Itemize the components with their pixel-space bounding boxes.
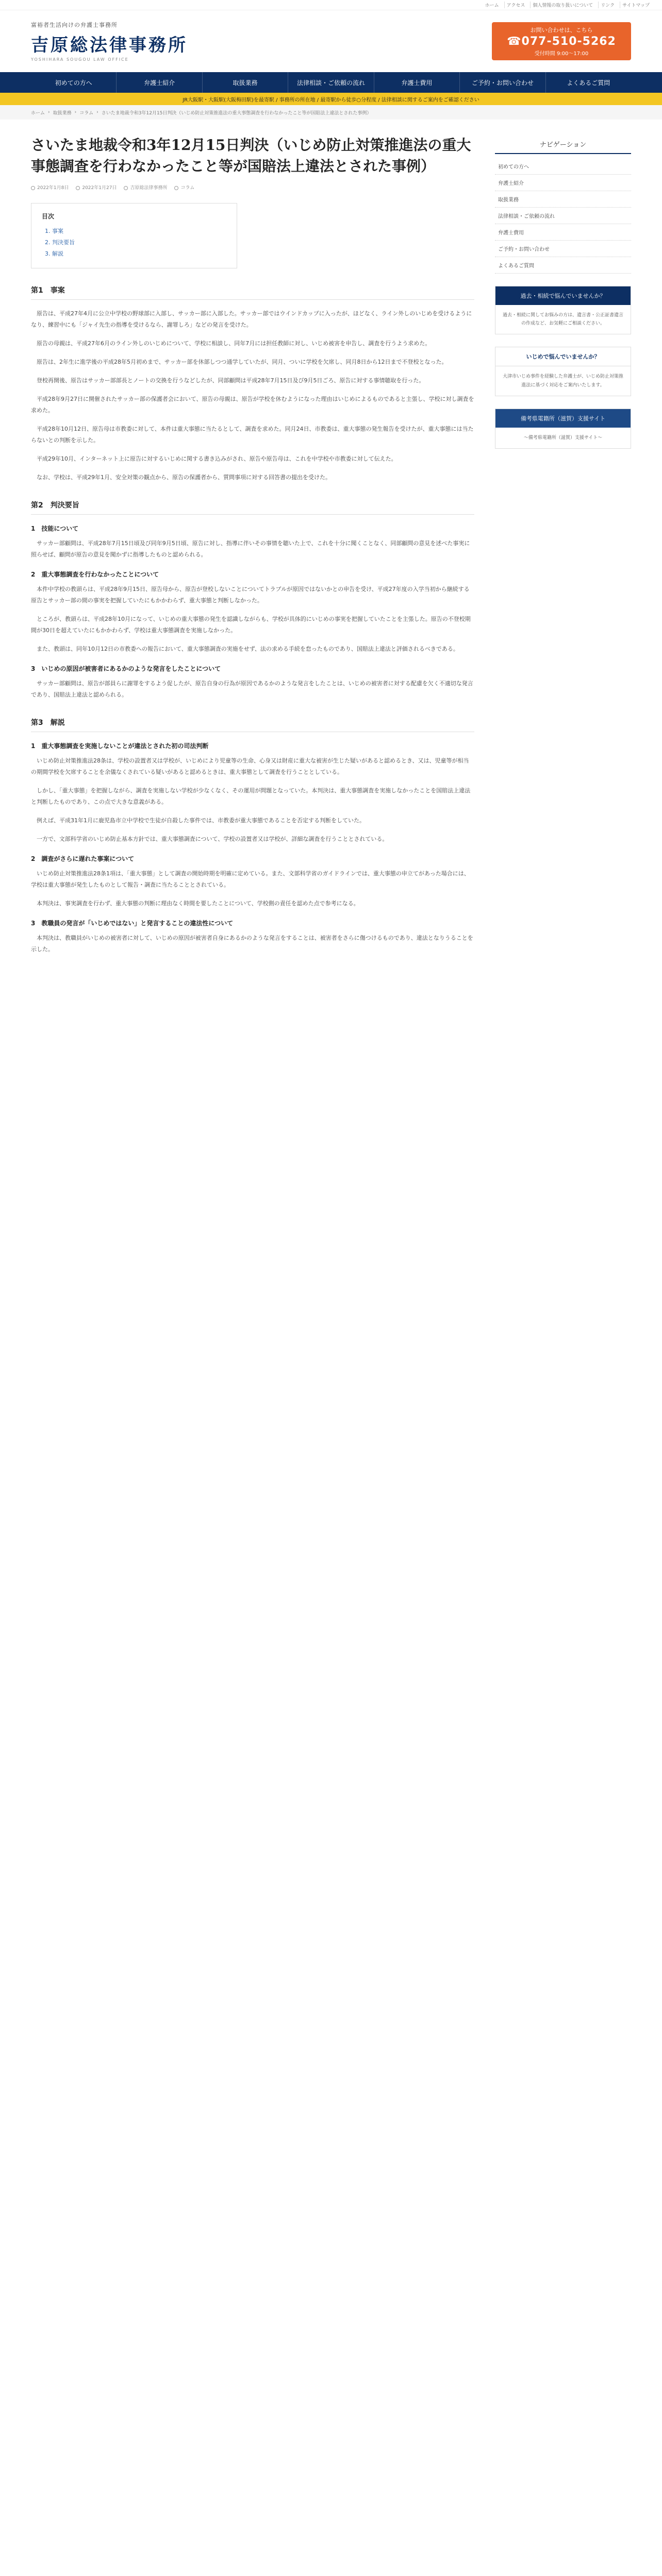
contact-label: お問い合わせは、こちら [530, 27, 593, 33]
toc-title: 目次 [42, 213, 55, 221]
sidebar-nav-title: ナビゲーション [495, 135, 631, 154]
nav-item-first-visit[interactable]: 初めての方へ [55, 79, 92, 87]
sidebar-item-lawyers[interactable]: 弁護士紹介 [495, 175, 631, 191]
section-heading: 第3 解説 [31, 717, 474, 732]
card-body: 大津市いじめ事件を経験した弁護士が、いじめ防止対策推進法に基づく対応をご案内いたします。 [502, 374, 623, 388]
paragraph: なお、学校は、平成29年1月、安全対策の観点から、原告の保護者から、質問事項に対する回答書の提出を受けた。 [37, 474, 331, 481]
article-title: さいたま地裁令和3年12月15日判決（いじめ防止対策推進法の重大事態調査を行わなかったこと等が国賠法上違法とされた事例） [31, 137, 471, 175]
breadcrumb-home[interactable]: ホーム [31, 110, 45, 116]
post-date: 2022年1月8日 [37, 185, 69, 191]
breadcrumb-services[interactable]: 取扱業務 [53, 110, 72, 116]
subsection-heading: 2 重大事態調査を行わなかったことについて [31, 571, 159, 579]
nav-item-fees[interactable]: 弁護士費用 [374, 72, 459, 93]
brand-subtitle: 富裕者生活向けの弁護士事務所 [31, 22, 118, 28]
subsection-heading: 3 いじめの原因が被害者にあるかのような発言をしたことについて [31, 665, 221, 673]
paragraph: いじめ防止対策推進法28条1項は、「重大事態」として調査の開始時期を明確に定めている。また、文部科学省のガイドラインでは、重大事態の申立てがあった場合には、学校は重大事態が発生したものとして報告・調査に当たることとされている。 [31, 870, 470, 889]
sidebar-item-fees[interactable]: 弁護士費用 [495, 224, 631, 241]
card-body: 過去・相続に関してお悩みの方は、遺言書・公正証書遺言の作成など、お気軽にご相談ください。 [502, 313, 623, 327]
brand-english: YOSHIHARA SOUGOU LAW OFFICE [31, 57, 129, 62]
global-nav [0, 72, 662, 93]
article-meta [31, 184, 474, 191]
paragraph: しかし、「重大事態」を把握しながら、調査を実施しない学校が少なくなく、その運用が問題となっていた。本判決は、重大事態調査を実施しなかったことを国賠法上違法と判断したものであり、この点で大きな意義がある。 [31, 787, 471, 806]
paragraph: 本件中学校の教頭らは、平成28年9月15日、原告母から、原告が登校しないことについてトラブルが原因ではないかとの申告を受け、平成27年度の入学当初から継続する原告とサッカー部の間の事実を把握していたにもかかわらず、重大事態と判断しなかった。 [31, 586, 470, 604]
subsection-heading: 2 調査がさらに遅れた事案について [31, 855, 135, 863]
sidebar-card-support[interactable] [495, 409, 631, 449]
updated-date: 2022年1月27日 [82, 185, 117, 191]
paragraph: 登校再開後、原告はサッカー部部長とノートの交換を行うなどしたが、同部顧問は平成28年7月15日及び9月5日ごろ、原告に対する事情聴取を行った。 [37, 377, 425, 384]
card-body: 〜備考県電籍所（滋賀）支援サイト〜 [523, 435, 603, 440]
sidebar-item-contact[interactable]: ご予約・お問い合わせ [495, 241, 631, 257]
paragraph: 原告は、平成27年4月に公立中学校の野球部に入部し、サッカー部に入部した。サッカー部ではウインドカップに入ったが、ほどなく、ライン外しのいじめを受けるようになり、練習中にも「ジャイ先生の指導を受けるなら、謝罪しろ」などの発言を受けた。 [31, 310, 472, 329]
sidebar-item-flow[interactable]: 法律相談・ご依頼の流れ [495, 208, 631, 224]
paragraph: 平成29年10月、インターネット上に原告に対するいじめに関する書き込みがされ、原告や原告母は、これを中学校や市教委に対して伝えた。 [37, 455, 397, 463]
paragraph: 本判決は、教職員がいじめの被害者に対して、いじめの原因が被害者自身にあるかのような発言をすることは、被害者をさらに傷つけるものであり、違法となりうることを示した。 [31, 935, 473, 953]
site-logo[interactable]: 吉原総法律事務所 [31, 35, 188, 56]
sidebar-item-faq[interactable]: よくあるご質問 [495, 257, 631, 274]
util-link-links[interactable]: リンク [598, 2, 617, 8]
nav-item-contact[interactable]: ご予約・お問い合わせ [459, 72, 545, 93]
author[interactable]: 吉原総法律事務所 [130, 185, 168, 191]
clock-icon [31, 186, 35, 190]
util-link-access[interactable]: アクセス [504, 2, 527, 8]
contact-hours: 受付時間 9:00〜17:00 [534, 51, 589, 57]
card-title: 備考県電籍所（滋賀）支援サイト [495, 409, 631, 428]
paragraph: また、教頭は、同年10月12日の市教委への報告において、重大事態調査の実施をせず、法の求める手続を怠ったものであり、国賠法上違法と評価されるべきである。 [37, 646, 459, 653]
folder-icon [174, 186, 178, 190]
nav-item-faq[interactable]: よくあるご質問 [545, 72, 631, 93]
nav-item-services[interactable]: 取扱業務 [202, 72, 288, 93]
toc-item[interactable]: 1. 事案 [52, 226, 226, 237]
paragraph: 例えば、平成31年1月に鹿児島市立中学校で生徒が自殺した事件では、市教委が重大事態であることを否定する判断をしていた。 [37, 817, 365, 824]
article-main [31, 135, 474, 962]
category[interactable]: コラム [180, 185, 195, 191]
section-heading: 第1 事案 [31, 285, 474, 300]
nav-item-flow[interactable]: 法律相談・ご依頼の流れ [288, 72, 373, 93]
sidebar-nav-list [495, 158, 631, 274]
sidebar-item-first-visit[interactable]: 初めての方へ [495, 158, 631, 175]
util-link-sitemap[interactable]: サイトマップ [620, 2, 652, 8]
breadcrumb: ホーム › 取扱業務 › コラム › さいたま地裁令和3年12月15日判決（いじめ防止対策推進法の重大事態調査を行わなかったこと等が国賠法上違法とされた事例） [0, 105, 662, 120]
paragraph: 平成28年10月12日、原告母は市教委に対して、本件は重大事態に当たるとして、調査を求めた。同月24日、市教委は、重大事態の発生報告を受けたが、重大事態には当たらないとの判断を示した。 [31, 426, 474, 444]
util-link-privacy[interactable]: 個人情報の取り扱いについて [530, 2, 595, 8]
paragraph: サッカー部顧問は、平成28年7月15日頃及び同年9月5日頃、原告に対し、指導に伴いその事情を聴いた上で、これを十分に聞くことなく、同部顧問の意見を述べた事実に照らせば、顧問が原告の意見を聞かずに指導したものと認められる。 [31, 540, 470, 558]
toc-item[interactable]: 2. 判決要旨 [52, 237, 226, 248]
breadcrumb-current: さいたま地裁令和3年12月15日判決（いじめ防止対策推進法の重大事態調査を行わなかったこと等が国賠法上違法とされた事例） [101, 110, 372, 116]
site-header [0, 10, 662, 72]
contact-phone[interactable]: ☎077-510-5262 [507, 35, 616, 48]
nav-item-lawyers[interactable]: 弁護士紹介 [116, 72, 202, 93]
paragraph: サッカー部顧問は、原告が部員らに謝罪をするよう促したが、原告自身の行為が原因であるかのような発言をしたことは、いじめの被害者に対する配慮を欠く不適切な発言であり、国賠法上違法と認められる。 [31, 680, 473, 699]
brand[interactable] [31, 21, 188, 62]
card-title: 過去・相続で悩んでいませんか？ [495, 286, 631, 305]
user-icon [124, 186, 128, 190]
paragraph: ところが、教頭らは、平成28年10月になって、いじめの重大事態の発生を認識しながらも、学校が具体的にいじめの事実を把握していたことを主張した。原告の不登校期間が30日を超えていたにもかかわらず、学校は重大事態調査を実施しなかった。 [31, 616, 471, 634]
subsection-heading: 3 教職員の発言が「いじめではない」と発言することの違法性について [31, 920, 234, 927]
subsection-heading: 1 技能について [31, 525, 79, 533]
breadcrumb-column[interactable]: コラム [79, 110, 94, 116]
paragraph: いじめ防止対策推進法28条は、学校の設置者又は学校が、いじめにより児童等の生命、心身又は財産に重大な被害が生じた疑いがあると認めるとき、又は、児童等が相当の期間学校を欠席することを余儀なくされている疑いがあると認めるときは、重大事態として調査を行うこととしている。 [31, 757, 469, 776]
paragraph: 一方で、文部科学省のいじめ防止基本方針では、重大事態調査について、学校の設置者又は学校が、詳細な調査を行うこととされている。 [37, 836, 388, 843]
notice-banner: JR大阪駅・大阪駅(大阪梅田駅)を最寄駅 / 事務所の所在地 / 最寄駅から徒歩○分程度 / 法律相談に関するご案内をご確認ください [0, 93, 662, 105]
refresh-icon [76, 186, 80, 190]
paragraph: 原告の母親は、平成27年6月のライン外しのいじめについて、学校に相談し、同年7月には担任教師に対し、いじめ被害を申告し、調査を行うよう求めた。 [37, 340, 431, 347]
paragraph: 原告は、2年生に進学後の平成28年5月初めまで、サッカー部を休部しつつ通学していたが、同月、ついに学校を欠席し、同月8日から12日まで不登校となった。 [37, 359, 448, 366]
card-title: いじめで悩んでいませんか？ [495, 347, 631, 366]
sidebar [495, 135, 631, 962]
sidebar-card-inheritance[interactable] [495, 286, 631, 334]
sidebar-card-bullying[interactable] [495, 347, 631, 396]
util-link-home[interactable]: ホーム [485, 3, 499, 8]
subsection-heading: 1 重大事態調査を実施しないことが違法とされた初の司法判断 [31, 742, 209, 750]
sidebar-item-services[interactable]: 取扱業務 [495, 191, 631, 208]
paragraph: 本判決は、事実調査を行わず、重大事態の判断に理由なく時間を要したことについて、学校側の責任を認めた点で参考になる。 [37, 900, 359, 907]
section-heading: 第2 判決要旨 [31, 500, 474, 515]
utility-bar [0, 0, 662, 10]
paragraph: 平成28年9月27日に開催されたサッカー部の保護者会において、原告の母親は、原告が学校を休むようになった理由はいじめによるものであると主張し、学校に対し調査を求めた。 [31, 396, 474, 414]
toc-item[interactable]: 3. 解説 [52, 248, 226, 260]
contact-phone-box[interactable] [492, 22, 631, 60]
table-of-contents [31, 203, 237, 268]
